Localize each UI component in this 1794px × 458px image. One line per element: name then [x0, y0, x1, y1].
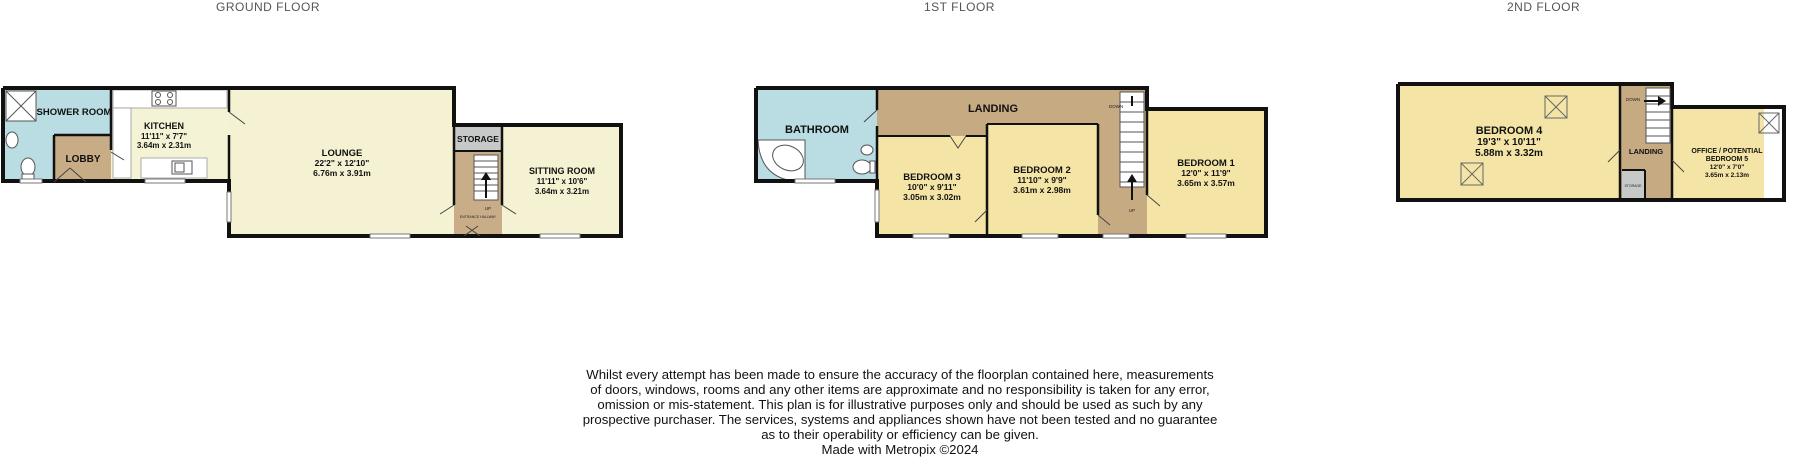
toilet-icon: [21, 158, 35, 179]
first-stair-down-label: DOWN: [1108, 104, 1124, 109]
bedroom-1-metric: 3.65m x 3.57m: [1177, 178, 1235, 188]
sitting-room-imperial: 11'11" x 10'6": [536, 177, 588, 186]
disclaimer-line: Whilst every attempt has been made to ensure the accuracy of the floorplan contained here, measurements: [586, 367, 1214, 382]
stair-up-label: UP: [484, 206, 492, 211]
ground-floor-title: GROUND FLOOR: [216, 0, 321, 14]
bedroom-3-imperial: 10'0" x 9'11": [907, 182, 957, 192]
second-floor-plan: [1398, 84, 1784, 200]
office-metric: 3.65m x 2.13m: [1704, 172, 1750, 179]
first-stairs: [1120, 92, 1144, 200]
entrance-hallway-label: ENTRANCE HALLWAY: [459, 215, 497, 219]
bedroom-1-label: BEDROOM 1: [1177, 158, 1235, 169]
bedroom-4-metric: 5.88m x 3.32m: [1475, 148, 1543, 159]
office-label-line1: OFFICE / POTENTIAL: [1691, 148, 1763, 155]
bedroom-2-imperial: 11'10" x 9'9": [1017, 175, 1067, 185]
bedroom-2-metric: 3.61m x 2.98m: [1013, 185, 1071, 195]
second-storage-label: STORAGE: [1624, 184, 1642, 188]
lobby-label: LOBBY: [65, 154, 101, 165]
bedroom-4-imperial: 19'3" x 10'11": [1477, 137, 1541, 148]
kitchen-imperial: 11'11" x 7'7": [140, 132, 188, 141]
bedroom-3-metric: 3.05m x 3.02m: [903, 192, 961, 202]
disclaimer-line: as to their operability or efficiency can be given.: [761, 427, 1039, 442]
bedroom-1-imperial: 12'0" x 11'9": [1181, 168, 1231, 178]
disclaimer: [540, 367, 1260, 442]
first-floor-title: 1ST FLOOR: [924, 0, 995, 14]
office-label-line2: BEDROOM 5: [1705, 156, 1749, 163]
bathroom-toilet-icon: [853, 160, 875, 174]
office-imperial: 12'0" x 7'0": [1709, 164, 1745, 171]
bathroom-basin-icon: [861, 145, 873, 155]
shower-tray-icon: [6, 91, 36, 121]
lounge-imperial: 22'2" x 12'10": [314, 158, 370, 168]
kitchen-worktop-side: [113, 108, 131, 178]
second-landing-label: LANDING: [1628, 147, 1664, 156]
basin-icon: [6, 132, 18, 148]
ground-stairs: [474, 155, 498, 200]
lounge-metric: 6.76m x 3.91m: [313, 168, 371, 178]
sitting-room-label: SITTING ROOM: [529, 166, 595, 176]
first-floor-plan: [756, 88, 1266, 238]
second-floor-title: 2ND FLOOR: [1507, 0, 1581, 14]
first-landing-label: LANDING: [967, 103, 1019, 115]
bedroom-2-label: BEDROOM 2: [1013, 165, 1071, 176]
first-stair-up-label: UP: [1128, 208, 1136, 213]
disclaimer-line: of doors, windows, rooms and any other items are approximate and no responsibility is taken for any error,: [590, 382, 1210, 397]
disclaimer-line: prospective purchaser. The services, systems and appliances shown have not been tested and no guarantee: [582, 412, 1218, 427]
second-stair-down-label: DOWN: [1625, 97, 1641, 102]
bathroom-label: BATHROOM: [785, 124, 849, 136]
shower-room-label: SHOWER ROOM: [36, 107, 112, 118]
lounge-label: LOUNGE: [321, 148, 363, 159]
storage-label: STORAGE: [457, 134, 499, 144]
sitting-room-metric: 3.64m x 3.21m: [534, 187, 590, 196]
credit: Made with Metropix ©2024: [821, 442, 979, 457]
bedroom-3-label: BEDROOM 3: [903, 172, 961, 183]
second-stairs: [1644, 88, 1670, 143]
ground-floor-plan: [3, 88, 621, 238]
bedroom-4-label: BEDROOM 4: [1475, 125, 1543, 137]
kitchen-label: KITCHEN: [144, 121, 184, 131]
disclaimer-line: omission or mis-statement. This plan is for illustrative purposes only and should be used as such by any: [597, 397, 1203, 412]
kitchen-metric: 3.64m x 2.31m: [136, 141, 192, 150]
